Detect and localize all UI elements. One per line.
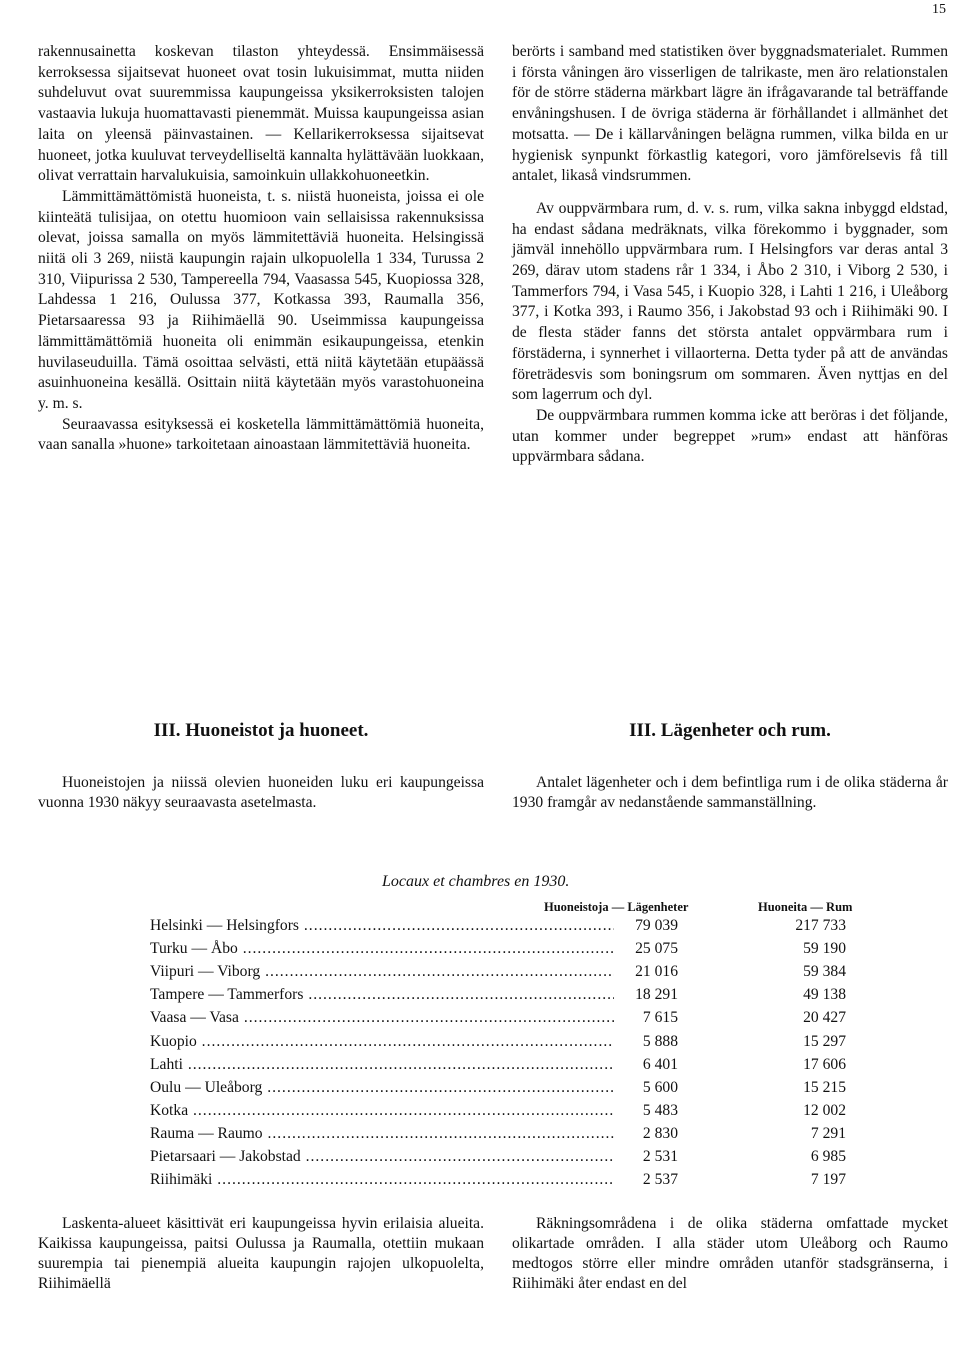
bottom-text-finnish <box>38 1214 484 1294</box>
rooms-value: 7 291 <box>810 1124 846 1142</box>
table-row <box>150 963 850 986</box>
city-name: Vaasa — Vasa ..... <box>150 1009 614 1027</box>
apartments-value: 2 531 <box>640 1148 678 1166</box>
city-name: Rauma — Raumo ..... <box>150 1125 614 1143</box>
city-name: Pietarsaari — Jakobstad ..... <box>150 1148 614 1166</box>
rooms-value: 59 384 <box>803 963 846 981</box>
apartments-value: 5 483 <box>640 1102 678 1120</box>
table-row <box>150 917 850 940</box>
rooms-value: 12 002 <box>803 1101 846 1119</box>
paragraph: Antalet lägenheter och i dem befintliga rum i de olika städerna år 1930 framgår av nedanstående sammanställning. <box>512 774 948 811</box>
rooms-value: 59 190 <box>803 940 846 958</box>
paragraph: Av ouppvärmbara rum, d. v. s. rum, vilka sakna inbyggd eldstad, ha endast sådana medräknats, vilka förekommo i byggnader, som jämväl innehöllo uppvärmbara rum. I Helsingfors var deras antal 3 269, därav utom stadens rår 1 334, i Åbo 2 310, i Viborg 2 530, i Tammerfors 794, i Vasa 545, i Kuopio 328, i Lahti 1 216, i Uleåborg 377, i Kotka 393, i Raumo 356, i Jakobstad 93 och i Riihimäki 90. I de flesta städer fanns det största antalet oppvärmbara rum i förstäderna, i synnerhet i villaorterna. Detta tyder på att de användas företrädesvis som boningsrum om sommaren. Även nyttjas en del som lagerrum och dyl. <box>512 199 948 404</box>
table-row <box>150 1171 850 1194</box>
paragraph: rakennusainetta koskevan tilaston yhteydessä. Ensimmäisessä kerroksessa sijaitsevat huoneet ovat tosin lukuisimmat, mutta niiden suhdeluvut ovat suuremmissa kaupungeissa yksikerroksisten talojen vastaavia lukuja huomattavasti pienemmät. Muissa kaupungeissa asian laita on yleensä päinvastainen. — Kellarikerroksessa sijaitsevat huoneet, jotka kuuluvat terveydelliseltä kannalta hylättävään luokkaan, olivat verrattain harvalukuisia, samoinkuin ullakkohuoneetkin. <box>38 43 484 185</box>
section-heading-finnish: III. Huoneistot ja huoneet. <box>153 720 369 741</box>
city-name: Oulu — Uleåborg ..... <box>150 1079 614 1097</box>
intro-finnish <box>38 773 484 813</box>
table-row <box>150 1009 850 1032</box>
apartments-value: 6 401 <box>640 1056 678 1074</box>
paragraph: Lämmittämättömistä huoneista, t. s. niistä huoneista, joissa ei ole kiinteätä tulisijaa, on otettu huomioon vain sellaisissa rakennuksissa olevat, joissa samalla on myös lämmitettäviä huoneita. Helsingissä niitä oli 3 269, niistä kaupungin rajain ulkopuolella 1 334, Turussa 2 310, Viipurissa 2 530, Tampereella 794, Vaasassa 545, Kuopiossa 328, Lahdessa 1 216, Oulussa 377, Kotkassa 393, Raumalla 356, Pietarsaaressa 93 ja Riihimäellä 90. Useimmissa kaupungeissa lämmittämättömiä huoneita oli enimmän esikaupungeissa, etenkin huvilaseuduilla. Tämä osoittaa selvästi, että niitä käytetään etupäässä asuinhuoneina kesällä. Osittain niitä käytetään myös varastohuoneina y. m. s. <box>38 187 484 412</box>
paragraph: berörts i samband med statistiken över byggnadsmaterialet. Rummen i första våningen äro visserligen de talrikaste, men äro relationstalen för de större städerna märkbart lägre än ifrågavarande tal beträffande envåningshusen. I de övriga städerna är förhållandet i allmänhet det motsatta. — De i källarvåningen belägna rummen, vilka bilda en ur hygienisk synpunkt förkastlig kategori, voro jämförelsevis få till antalet, likaså vindsrummen. <box>512 43 948 185</box>
table-row <box>150 1148 850 1171</box>
rooms-value: 49 138 <box>803 986 846 1004</box>
apartments-value: 79 039 <box>632 917 678 935</box>
apartments-value: 21 016 <box>632 963 678 981</box>
rooms-value: 15 297 <box>803 1032 846 1050</box>
table-row <box>150 1079 850 1102</box>
apartments-value: 2 830 <box>640 1125 678 1143</box>
city-name: Viipuri — Viborg ..... <box>150 963 614 981</box>
rooms-value: 17 606 <box>803 1055 846 1073</box>
apartments-value: 18 291 <box>632 986 678 1004</box>
table-row <box>150 1102 850 1125</box>
table-row <box>150 940 850 963</box>
table-row <box>150 1033 850 1056</box>
apartments-value: 5 600 <box>640 1079 678 1097</box>
bottom-text-swedish <box>512 1214 948 1294</box>
city-name: Tampere — Tammerfors ..... <box>150 986 614 1004</box>
city-name: Turku — Åbo ..... <box>150 940 614 958</box>
rooms-value: 15 215 <box>803 1078 846 1096</box>
rooms-value: 7 197 <box>810 1171 846 1189</box>
apartments-value: 25 075 <box>632 940 678 958</box>
paragraph: Huoneistojen ja niissä olevien huoneiden luku eri kaupungeissa vuonna 1930 näkyy seuraavasta asetelmasta. <box>38 774 484 811</box>
right-column-text <box>512 42 948 468</box>
paragraph: Seuraavassa esityksessä ei kosketella lämmittämättömiä huoneita, vaan sanalla »huone» tarkoitetaan ainoastaan lämmitettäviä huoneita. <box>38 415 484 454</box>
table-row <box>150 986 850 1009</box>
city-name: Helsinki — Helsingfors ..... <box>150 917 614 935</box>
rooms-value: 217 733 <box>795 917 846 934</box>
city-name: Riihimäki ..... <box>150 1171 614 1189</box>
rooms-value: 6 985 <box>810 1148 846 1165</box>
page-number: 15 <box>932 2 946 17</box>
intro-swedish <box>512 773 948 813</box>
apartments-value: 5 888 <box>640 1033 678 1051</box>
table-header-rooms: Huoneita — Rum <box>758 900 853 914</box>
paragraph: De ouppvärmbara rummen komma icke att beröras i det följande, utan kommer under begreppet »rum» endast att hänföras uppvärmbara sådana. <box>512 406 948 466</box>
table-header-apartments: Huoneistoja — Lägenheter <box>544 900 689 914</box>
section-heading-swedish: III. Lägenheter och rum. <box>629 720 831 741</box>
table-title: Locaux et chambres en 1930. <box>382 873 570 890</box>
table-row <box>150 1125 850 1148</box>
apartments-value: 7 615 <box>640 1009 678 1027</box>
city-name: Kotka ..... <box>150 1102 614 1120</box>
apartments-value: 2 537 <box>640 1171 678 1189</box>
city-name: Kuopio ..... <box>150 1033 614 1051</box>
city-name: Lahti ..... <box>150 1056 614 1074</box>
paragraph: Räkningsområdena i de olika städerna omfattade mycket olikartade områden. I alla städer utom Uleåborg och Raumo medtogos större eller mindre områden utanför stadsgränserna, i Riihimäki åter endast en del <box>512 1215 948 1292</box>
rooms-value: 20 427 <box>803 1009 846 1027</box>
paragraph: Laskenta-alueet käsittivät eri kaupungeissa hyvin erilaisia alueita. Kaikissa kaupungeissa, paitsi Oulussa ja Raumalla, otettiin mukaan suurempia tai pienempiä alueita kaupungin rajojen ulkopuolelta, Riihimäellä <box>38 1215 484 1292</box>
table-row <box>150 1056 850 1079</box>
left-column-text <box>38 42 484 456</box>
